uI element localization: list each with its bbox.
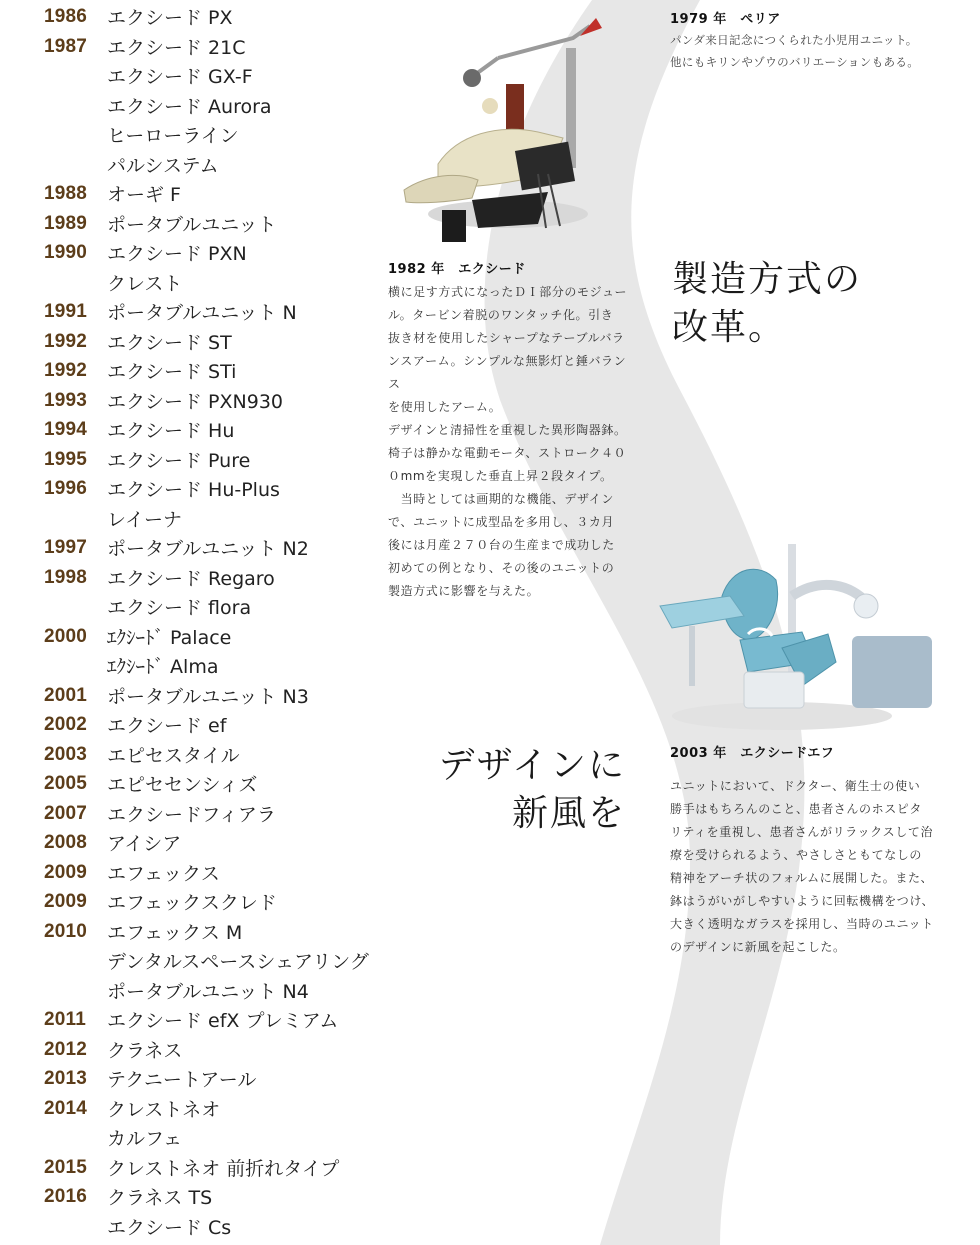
timeline-product-name: ヒーローライン bbox=[107, 125, 239, 147]
timeline-product-name: アイシア bbox=[107, 833, 182, 855]
exceed-title: 1982 年 エクシード bbox=[388, 262, 526, 277]
timeline-year: 2013 bbox=[44, 1068, 88, 1089]
description-line: ０mmを実現した垂直上昇２段タイプ。 bbox=[388, 469, 613, 483]
timeline-product-name: エクシード GX-F bbox=[107, 66, 253, 88]
timeline-product-name: ポータブルユニット N3 bbox=[107, 685, 309, 708]
timeline-year: 1995 bbox=[44, 448, 88, 470]
timeline-product-name: クレストネオ bbox=[107, 1098, 221, 1121]
pelia-caption bbox=[670, 8, 960, 73]
timeline-year: 1993 bbox=[44, 389, 88, 411]
heading-line: 改革。 bbox=[672, 307, 787, 348]
timeline-year: 2015 bbox=[44, 1156, 88, 1178]
timeline-year: 2012 bbox=[44, 1038, 88, 1060]
heading-line: デザインに bbox=[438, 745, 626, 786]
timeline-product-name: エクシードフィアラ bbox=[107, 803, 276, 826]
timeline-product-name: エクシード flora bbox=[107, 597, 252, 619]
timeline-year: 1986 bbox=[44, 6, 88, 27]
heading-line: 新風を bbox=[511, 793, 626, 834]
timeline-year: 1994 bbox=[44, 419, 88, 440]
timeline-product-name: エピセスタイル bbox=[107, 744, 240, 767]
timeline-product-name: クレスト bbox=[107, 272, 183, 295]
description-line: のデザインに新風を起こした。 bbox=[670, 940, 846, 954]
timeline-product-name: テクニートアール bbox=[107, 1069, 257, 1091]
timeline-year: 2016 bbox=[44, 1186, 88, 1207]
description-line: 椅子は静かな電動モータ、ストローク４０ bbox=[388, 446, 627, 460]
description-line: 初めての例となり、その後のユニットの bbox=[388, 561, 615, 575]
exceed-caption bbox=[388, 258, 638, 603]
timeline-product-name: エクシード Regaro bbox=[107, 567, 275, 590]
description-line: 製造方式に影響を与えた。 bbox=[388, 584, 540, 598]
timeline-year: 1992 bbox=[44, 330, 88, 352]
timeline-product-name: エピセセンシィズ bbox=[107, 774, 258, 796]
timeline-product-name: エクシード PXN930 bbox=[107, 390, 283, 413]
description-line: 大きく透明なガラスを採用し、当時のユニット bbox=[670, 917, 934, 931]
exceed-1982-photo bbox=[398, 14, 610, 250]
timeline-year: 2005 bbox=[44, 773, 88, 794]
timeline-product-name: ポータブルユニット bbox=[107, 213, 277, 236]
timeline-product-name: クラネス TS bbox=[107, 1187, 213, 1209]
timeline-product-name: エクシード STi bbox=[107, 361, 237, 383]
timeline-product-name: クラネス bbox=[107, 1039, 183, 1062]
timeline-product-name: オーギ F bbox=[107, 184, 181, 206]
description-line: ル。タービン着脱のワンタッチ化。引き bbox=[388, 308, 614, 322]
exceed-ef-caption bbox=[670, 742, 950, 959]
description-line: デザインと清掃性を重視した異形陶器鉢。 bbox=[388, 423, 627, 437]
pelia-line: 他にもキリンやゾウのバリエーションもある。 bbox=[670, 55, 920, 69]
description-line: 鉢はうがいがしやすいように回転機構をつけ、 bbox=[670, 894, 935, 908]
timeline-year: 1997 bbox=[44, 537, 88, 558]
timeline-product-name: エクシード PXN bbox=[107, 243, 247, 265]
timeline-product-name: エクシード Hu bbox=[107, 420, 235, 442]
timeline-year: 2009 bbox=[44, 861, 88, 883]
description-line: リティを重視し、患者さんがリラックスして治 bbox=[670, 825, 934, 839]
timeline-year: 2000 bbox=[44, 625, 88, 647]
timeline-product-name: エクシード Hu-Plus bbox=[107, 479, 280, 501]
description-line: を使用したアーム。 bbox=[388, 400, 502, 414]
pelia-line: パンダ来日記念につくられた小児用ユニット。 bbox=[670, 33, 918, 47]
timeline-year: 1996 bbox=[44, 478, 88, 499]
timeline-product-name: カルフェ bbox=[107, 1128, 183, 1150]
timeline-product-name: クレストネオ 前折れタイプ bbox=[107, 1157, 340, 1180]
timeline-product-name: エクシード PX bbox=[107, 7, 233, 29]
timeline-product-name: デンタルスペースシェアリング bbox=[107, 951, 369, 973]
timeline-year: 1998 bbox=[44, 566, 88, 588]
timeline-year: 1992 bbox=[44, 360, 88, 381]
heading-line: 製造方式の bbox=[672, 259, 863, 300]
heading-manufacturing-reform bbox=[672, 256, 862, 352]
timeline-product-name: ポータブルユニット N2 bbox=[107, 538, 309, 560]
timeline-year: 1990 bbox=[44, 242, 88, 263]
exceed-ef-2003-photo bbox=[652, 536, 940, 736]
timeline-product-name: エクシード efX プレミアム bbox=[107, 1010, 339, 1032]
description-line: 抜き材を使用したシャープなテーブルバラ bbox=[388, 331, 625, 345]
timeline-year: 2014 bbox=[44, 1097, 88, 1119]
timeline-product-name: エクシード Pure bbox=[107, 449, 251, 472]
timeline-year: 2008 bbox=[44, 832, 88, 853]
timeline-year: 2002 bbox=[44, 714, 88, 735]
timeline-year: 1987 bbox=[44, 35, 88, 57]
exceed-ef-description bbox=[670, 775, 950, 959]
description-line: 横に足す方式になったＤＩ部分のモジュー bbox=[388, 285, 628, 299]
timeline-product-name: ｴｸｼｰﾄﾞ Palace bbox=[107, 626, 232, 649]
description-line: で、ユニットに成型品を多用し、３カ月 bbox=[388, 515, 615, 529]
timeline-product-name: エクシード 21C bbox=[107, 36, 246, 59]
pelia-title: 1979 年 ペリア bbox=[670, 12, 781, 27]
timeline-product-name: パルシステム bbox=[107, 154, 219, 177]
description-line: 後には月産２７０台の生産まで成功した bbox=[388, 538, 615, 552]
timeline-product-name: ポータブルユニット N4 bbox=[107, 980, 309, 1003]
timeline-year: 1989 bbox=[44, 212, 88, 234]
exceed-ef-title: 2003 年 エクシードエフ bbox=[670, 746, 835, 761]
timeline-product-name: エクシード Aurora bbox=[107, 95, 272, 118]
timeline-product-name: エクシード ef bbox=[107, 715, 227, 737]
timeline-year: 1991 bbox=[44, 301, 88, 322]
heading-design-new-wind bbox=[430, 742, 626, 838]
description-line: 療を受けられるよう、やさしさともてなしの bbox=[670, 848, 923, 862]
timeline-product-name: エクシード Cs bbox=[107, 1216, 232, 1239]
timeline-product-name: エフェックスクレド bbox=[107, 892, 277, 914]
description-line: 勝手はもちろんのこと、患者さんのホスピタ bbox=[670, 802, 923, 816]
timeline-year: 2009 bbox=[44, 891, 88, 912]
timeline-product-name: エクシード ST bbox=[107, 331, 232, 354]
timeline-product-name: ポータブルユニット N bbox=[107, 302, 297, 324]
timeline-year: 2003 bbox=[44, 743, 88, 765]
timeline-product-name: レイーナ bbox=[107, 508, 183, 531]
description-line: 当時としては画期的な機能、デザイン bbox=[388, 492, 614, 506]
timeline-product-name: エフェックス bbox=[107, 862, 220, 885]
description-line: ンスアーム。シンプルな無影灯と錘バランス bbox=[388, 354, 627, 391]
timeline-year: 2001 bbox=[44, 684, 88, 706]
timeline-year: 2011 bbox=[44, 1009, 87, 1030]
timeline-year: 2007 bbox=[44, 802, 88, 824]
timeline-product-name: ｴｸｼｰﾄﾞ Alma bbox=[107, 656, 219, 678]
description-line: 精神をアーチ状のフォルムに展開した。また、 bbox=[670, 871, 934, 885]
timeline-product-name: エフェックス M bbox=[107, 921, 243, 944]
exceed-description bbox=[388, 281, 638, 603]
timeline-year: 2010 bbox=[44, 920, 88, 942]
timeline-year: 1988 bbox=[44, 183, 88, 204]
description-line: ユニットにおいて、ドクター、衛生士の使い bbox=[670, 779, 921, 793]
